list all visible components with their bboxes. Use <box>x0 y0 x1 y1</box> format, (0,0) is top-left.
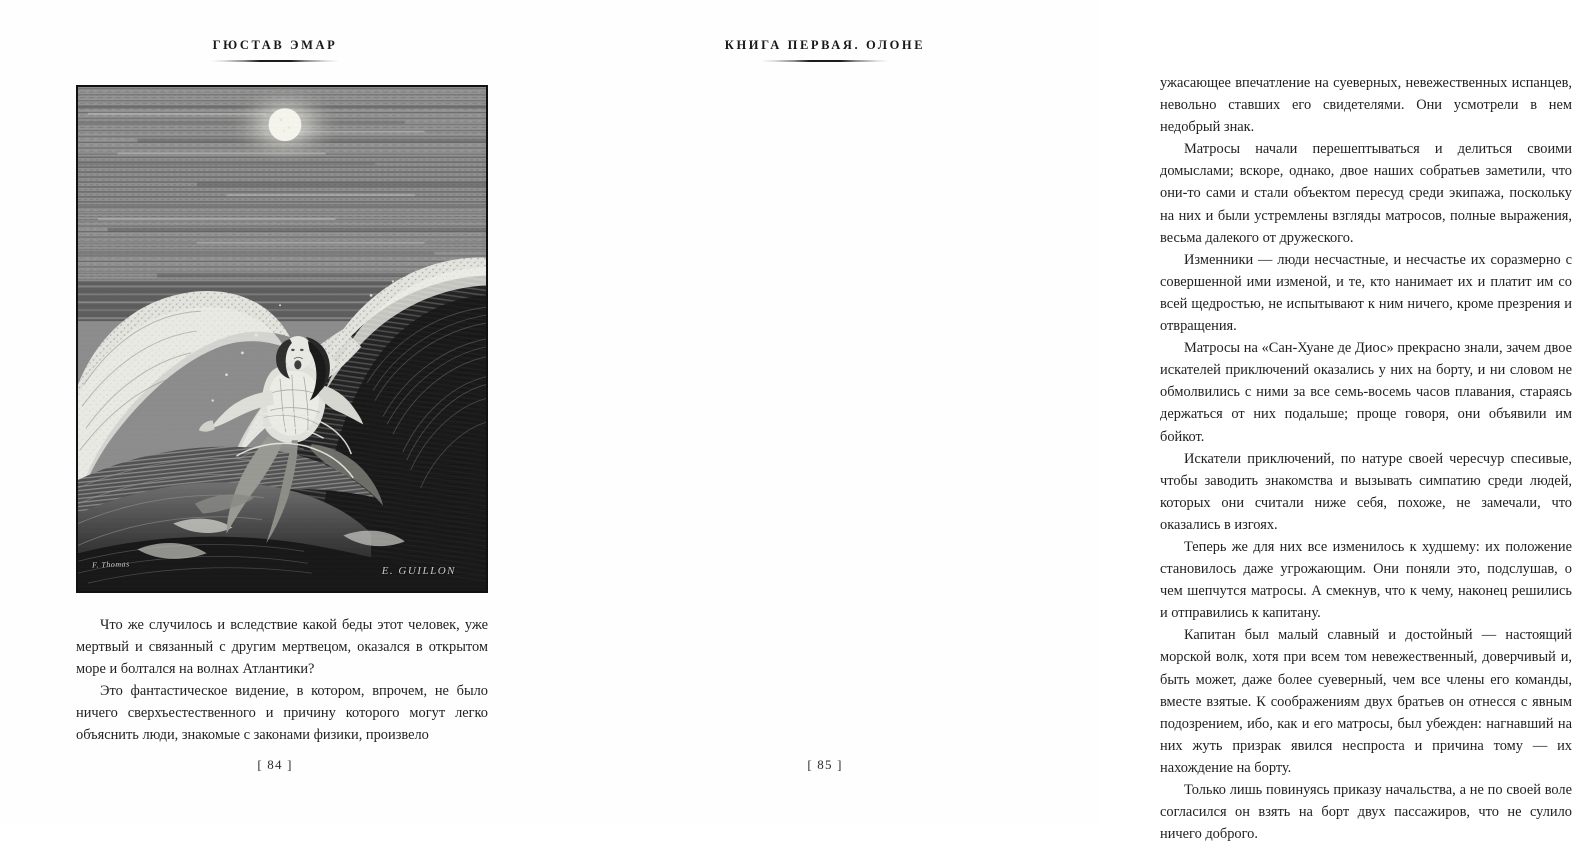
right-body-text <box>1160 72 1572 845</box>
paragraph: Что же случилось и вследствие какой беды этот человек, уже мертвый и связанный с другим мертвецом, оказался в открытом море и болтался на волнах Атлантики? <box>76 617 488 678</box>
left-body-text <box>76 614 488 747</box>
left-running-head <box>0 38 550 62</box>
paragraph: Искатели приключений, по натуре своей чересчур спесивые, чтобы заводить знакомства и вызывать симпатию среди людей, которых они считали ниже себя, похоже, не замечали, что оказались в изгоях. <box>1160 450 1572 533</box>
header-rule-ornament <box>211 60 339 62</box>
left-page-number: [ 84 ] <box>257 757 293 772</box>
paragraph: Это фантастическое видение, в котором, впрочем, не было ничего сверхъестественного и причину которого могут легко объяснить люди, знакомые с законами физики, произвело <box>76 683 488 744</box>
engraver-signature: E. GUILLON <box>381 565 456 577</box>
paragraph: Только лишь повинуясь приказу начальства, а не по своей воле согласился он взять на борт двух пассажиров, что не сулило ничего доброго. <box>1160 782 1572 843</box>
artist-signature: F. Thomas <box>91 559 130 570</box>
right-page-number: [ 85 ] <box>807 757 843 772</box>
right-running-head <box>550 38 1100 62</box>
right-running-head-text: КНИГА ПЕРВАЯ. ОЛОНЕ <box>724 38 926 52</box>
paragraph: Капитан был малый славный и достойный — настоящий морской волк, хотя при всем том невежественный, доверчивый и, быть может, даже более суеверный, чем все члены его команды, вместе взятые. К соображениям двух братьев он отнесся с явным подозрением, ибо, как и его матросы, был убежден: нагнавший на них жуть призрак явился неспроста и причина тому — их нахождение на борту. <box>1160 627 1572 776</box>
paragraph: Матросы начали перешептываться и делиться своими домыслами; вскоре, однако, двое наших собратьев заметили, что они-то сами и стали объектом пересуд среди экипажа, поскольку на них и были устремлены взгляды матросов, полные выражения, весьма далекого от дружеского. <box>1160 141 1572 246</box>
left-running-head-text: ГЮСТАВ ЭМАР <box>212 38 338 52</box>
paragraph: Изменники — люди несчастные, и несчастье их соразмерно с совершенной ими изменой, и те, кто нанимает их и платит им со всей щедростью, не испытывают к ним ничего, кроме презрения и отвращения. <box>1160 251 1572 335</box>
header-rule-ornament <box>761 60 889 62</box>
paragraph: Теперь же для них все изменилось к худшему: их положение становилось даже угрожающим. Они поняли это, подслушав, о чем шепчутся матросы. А смекнув, что к чему, наконец решились и отправились к капитану. <box>1160 538 1572 622</box>
engraving-image <box>76 85 488 593</box>
illustration-figure <box>76 85 488 593</box>
right-page <box>550 0 1572 843</box>
left-page <box>0 0 550 825</box>
engraving-artwork <box>78 87 486 591</box>
paragraph: Матросы на «Сан-Хуане де Диос» прекрасно знали, зачем двое искателей приключений оказались у них на борту, и ни словом не обмолвились с ними за все семь-восемь часов плавания, стараясь держаться от них подальше; проще говоря, они объявили им бойкот. <box>1160 340 1572 445</box>
paragraph: ужасающее впечатление на суеверных, невежественных испанцев, невольно ставших его свидетелями. Они усмотрели в нем недобрый знак. <box>1160 75 1572 136</box>
